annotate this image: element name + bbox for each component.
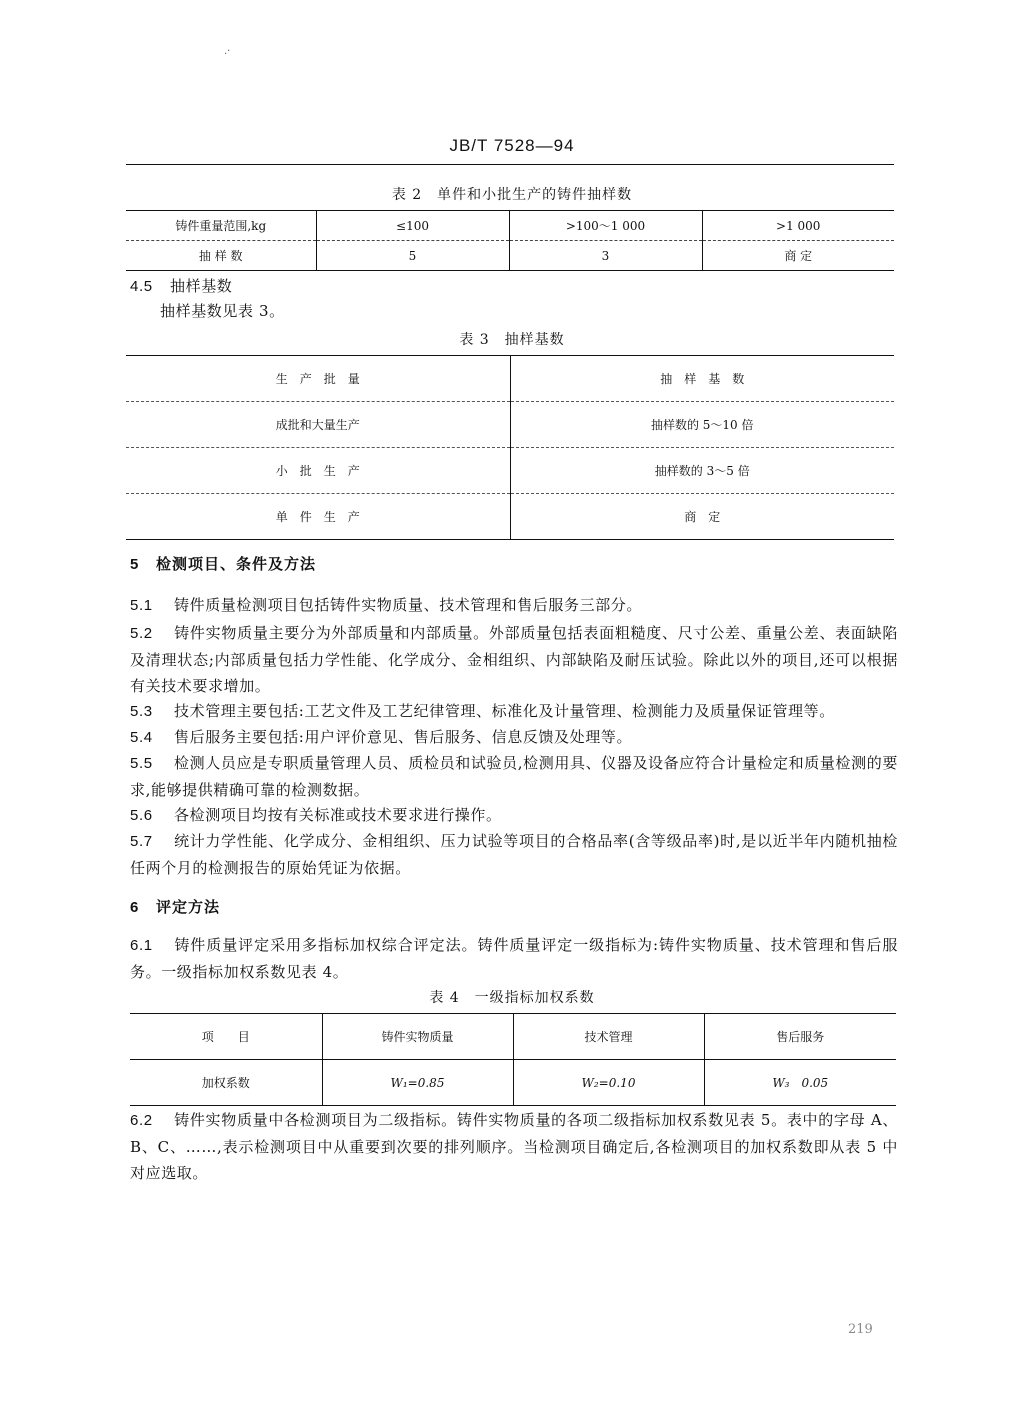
table-header-cell: 生 产 批 量 (126, 356, 510, 402)
table-cell: W₃ 0.05 (772, 1076, 829, 1090)
section-6-heading (130, 896, 220, 917)
table-header-cell: 项 目 (130, 1014, 322, 1060)
table-cell: 小 批 生 产 (126, 448, 510, 494)
table-cell: 抽样数的 3～5 倍 (510, 448, 894, 494)
paragraph-number: 5.4 (130, 729, 153, 746)
table-cell: 单 件 生 产 (126, 494, 510, 540)
table2-caption: 表 2 单件和小批生产的铸件抽样数 (391, 187, 633, 203)
section-4-5-body: 抽样基数见表 3。 (160, 302, 285, 320)
paragraph-text: 铸件实物质量中各检测项目为二级指标。铸件实物质量的各项二级指标加权系数见表 5。表中的字母 A、B、C、……,表示检测项目中从重要到次要的排列顺序。当检测项目确定后,各检测项目的加权系数即从表 5 中对应选取。 (130, 1111, 898, 1182)
paragraph-number: 6.1 (130, 937, 153, 954)
table-row (126, 494, 894, 540)
paragraph-number: 5.6 (130, 807, 153, 824)
table-cell: 商 定 (684, 510, 721, 524)
table-cell: 5 (316, 241, 509, 271)
table-cell: W₁=0.85 (322, 1060, 513, 1106)
table-row (126, 402, 894, 448)
scan-speck: .· (224, 46, 231, 57)
paragraph-number: 5.1 (130, 597, 153, 614)
paragraph-number: 5.2 (130, 625, 153, 642)
table-cell: 抽 样 数 (126, 241, 316, 271)
paragraph-6-2 (130, 1107, 898, 1186)
section-number: 5 (130, 556, 140, 573)
table4 (130, 1013, 896, 1106)
section-5-heading (130, 553, 316, 574)
table-cell: 铸件重量范围,kg (126, 211, 316, 241)
table4-caption: 表 4 一级指标加权系数 (429, 990, 595, 1006)
table3-caption: 表 3 抽样基数 (459, 332, 565, 348)
table-cell: 成批和大量生产 (126, 402, 510, 448)
section-title: 检测项目、条件及方法 (156, 555, 317, 573)
table-row (130, 1060, 896, 1106)
paragraph-text: 检测人员应是专职质量管理人员、质检员和试验员,检测用具、仪器及设备应符合计量检定和质量检测的要求,能够提供精确可靠的检测数据。 (130, 754, 898, 799)
paragraph-5-6 (130, 802, 898, 829)
table-row (126, 211, 894, 241)
paragraph-number: 5.7 (130, 833, 153, 850)
paragraph-text: 各检测项目均按有关标准或技术要求进行操作。 (174, 806, 502, 824)
table-cell: 3 (509, 241, 702, 271)
table2 (126, 210, 894, 271)
table-row (126, 241, 894, 271)
paragraph-number: 5.3 (130, 703, 153, 720)
table3 (126, 355, 894, 540)
paragraph-text: 铸件实物质量主要分为外部质量和内部质量。外部质量包括表面粗糙度、尺寸公差、重量公差、表面缺陷及清理状态;内部质量包括力学性能、化学成分、金相组织、内部缺陷及耐压试验。除此以外的项目,还可以根据有关技术要求增加。 (130, 624, 898, 695)
paragraph-6-1 (130, 932, 898, 985)
page-number: 219 (848, 1322, 873, 1337)
section-title: 评定方法 (156, 898, 221, 916)
table-header-cell: 技术管理 (513, 1014, 704, 1060)
table-cell: >100～1 000 (509, 211, 702, 241)
paragraph-text: 统计力学性能、化学成分、金相组织、压力试验等项目的合格品率(含等级品率)时,是以近半年内随机抽检任两个月的检测报告的原始凭证为依据。 (130, 832, 898, 877)
table-cell: ≤100 (316, 211, 509, 241)
table-header-cell: 铸件实物质量 (322, 1014, 513, 1060)
section-title: 抽样基数 (170, 277, 233, 295)
section-4-5-heading (130, 273, 898, 300)
document-code-header: JB/T 7528—94 (449, 136, 575, 155)
paragraph-5-7 (130, 828, 898, 881)
table-cell: 加权系数 (130, 1060, 322, 1106)
header-rule (126, 164, 894, 165)
paragraph-5-1 (130, 592, 898, 619)
table-cell: 抽样数的 5～10 倍 (510, 402, 894, 448)
paragraph-text: 铸件质量检测项目包括铸件实物质量、技术管理和售后服务三部分。 (174, 596, 643, 614)
table-row (126, 448, 894, 494)
table-cell: >1 000 (702, 211, 894, 241)
table-cell: 商 定 (784, 249, 813, 263)
paragraph-5-2 (130, 620, 898, 699)
paragraph-5-5 (130, 750, 898, 803)
paragraph-text: 铸件质量评定采用多指标加权综合评定法。铸件质量评定一级指标为:铸件实物质量、技术管理和售后服务。一级指标加权系数见表 4。 (130, 936, 898, 981)
table-cell: W₂=0.10 (513, 1060, 704, 1106)
section-number: 4.5 (130, 278, 153, 295)
paragraph-5-4 (130, 724, 898, 751)
paragraph-text: 售后服务主要包括:用户评价意见、售后服务、信息反馈及处理等。 (174, 728, 633, 746)
paragraph-number: 5.5 (130, 755, 153, 772)
table-header-cell: 售后服务 (704, 1014, 896, 1060)
paragraph-text: 技术管理主要包括:工艺文件及工艺纪律管理、标准化及计量管理、检测能力及质量保证管理等。 (174, 702, 835, 720)
table-header-cell: 抽 样 基 数 (510, 356, 894, 402)
table-header-row (126, 356, 894, 402)
table-header-row (130, 1014, 896, 1060)
section-number: 6 (130, 899, 140, 916)
paragraph-number: 6.2 (130, 1112, 153, 1129)
paragraph-5-3 (130, 698, 898, 725)
